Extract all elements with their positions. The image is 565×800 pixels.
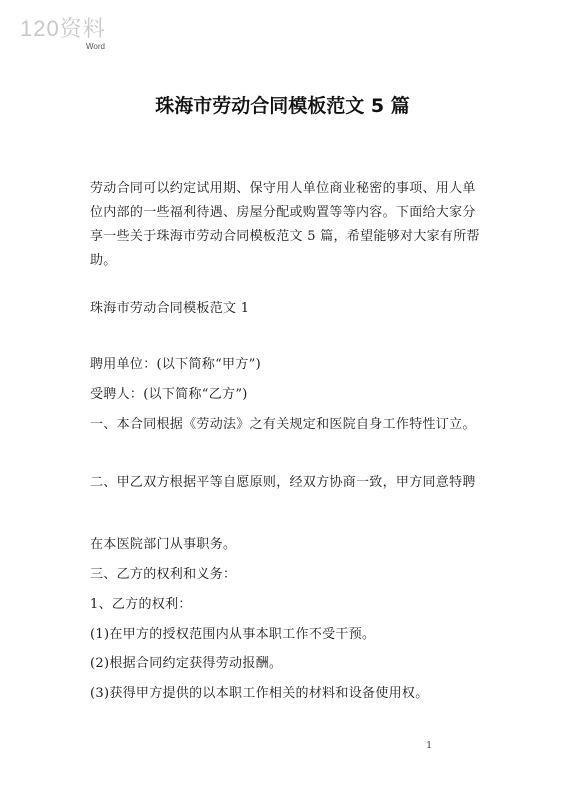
list-item: (3)获得甲方提供的以本职工作相关的材料和设备使用权。 <box>90 686 429 701</box>
intro-paragraph: 劳动合同可以约定试用期、保守用人单位商业秘密的事项、用人单位内部的一些福利待遇、房屋分配或购置等等内容。下面给大家分享一些关于珠海市劳动合同模板范文 5 篇，希望能够对大家有所帮助。 <box>90 181 480 268</box>
employee-line: 受聘人：(以下简称“乙方”) <box>90 387 248 402</box>
watermark-logo: 120资料 <box>20 16 106 41</box>
clause-1: 一、本合同根据《劳动法》之有关规定和医院自身工作特性订立。 <box>90 417 476 432</box>
section-heading: 珠海市劳动合同模板范文 1 <box>90 301 250 316</box>
page-number: 1 <box>426 741 432 751</box>
sub-clause-1: 1、乙方的权利： <box>90 597 192 612</box>
list-item: (1)在甲方的授权范围内从事本职工作不受干预。 <box>90 627 376 642</box>
watermark-subtitle: Word <box>86 42 105 51</box>
clause-2: 二、甲乙双方根据平等自愿原则，经双方协商一致，甲方同意特聘 <box>90 475 476 490</box>
clause-3: 三、乙方的权利和义务： <box>90 567 237 582</box>
document-title: 珠海市劳动合同模板范文 5 篇 <box>155 95 410 117</box>
employer-line: 聘用单位：(以下简称“甲方”) <box>90 357 261 372</box>
list-item: (2)根据合同约定获得劳动报酬。 <box>90 656 283 671</box>
clause-2-continued: 在本医院部门从事职务。 <box>90 537 237 552</box>
